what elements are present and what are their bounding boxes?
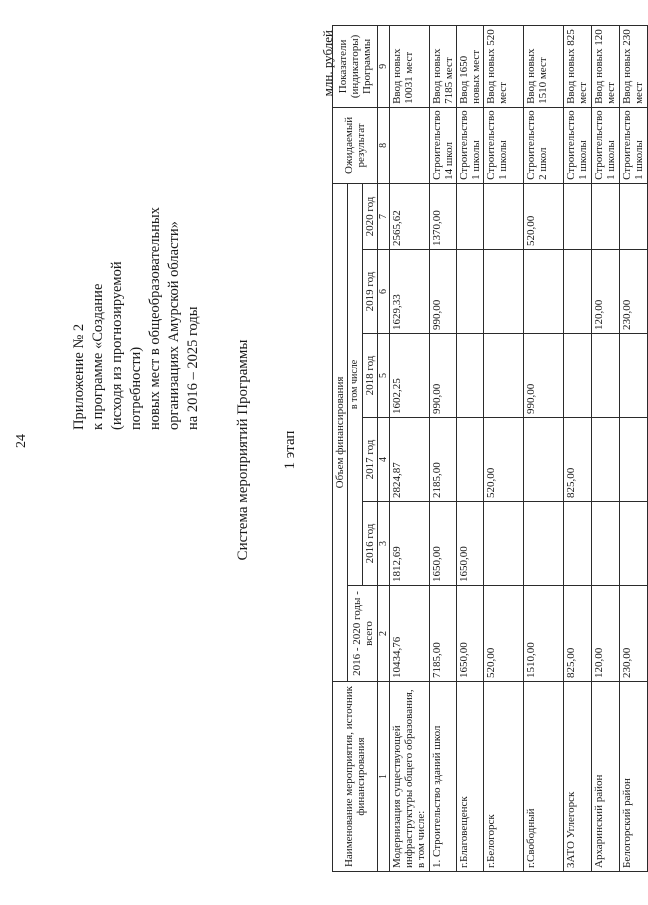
cell-2019 (484, 250, 524, 334)
column-index: 4 (378, 418, 390, 502)
table-row (430, 25, 457, 871)
cell-2016: 1650,00 (430, 502, 457, 586)
row-name: Модернизация существующей инфраструктуры общего образования, в том числе: (390, 682, 430, 872)
row-name: г.Благовещенск (457, 682, 484, 872)
header-year-2020: 2020 год (363, 183, 378, 249)
table-row (484, 25, 524, 871)
cell-total: 1510,00 (524, 586, 564, 682)
cell-2017: 2824,87 (390, 418, 430, 502)
cell-2020: 520,00 (524, 183, 564, 249)
cell-2020 (620, 183, 648, 249)
cell-total: 520,00 (484, 586, 524, 682)
stage-label: 1 этап (282, 430, 298, 470)
cell-result: Строительство 1 школы (620, 107, 648, 183)
cell-2019 (524, 250, 564, 334)
cell-result: Строительство 14 школ (430, 107, 457, 183)
cell-2018 (457, 334, 484, 418)
table-row (620, 25, 648, 871)
cell-total: 10434,76 (390, 586, 430, 682)
cell-2018 (592, 334, 620, 418)
cell-2016 (592, 502, 620, 586)
header-volume: Объем финансирования (333, 183, 348, 681)
cell-total: 230,00 (620, 586, 648, 682)
cell-total: 120,00 (592, 586, 620, 682)
cell-total: 7185,00 (430, 586, 457, 682)
cell-2018: 990,00 (430, 334, 457, 418)
header-year-2018: 2018 год (363, 334, 378, 418)
cell-result: Строительство 1 школы (484, 107, 524, 183)
table-row (592, 25, 620, 871)
program-measures-table (332, 25, 648, 872)
table-row (390, 25, 430, 871)
document-title: Система мероприятий Программы (235, 339, 251, 561)
column-index: 9 (378, 25, 390, 107)
row-name: 1. Строительство зданий школ (430, 682, 457, 872)
cell-2016 (620, 502, 648, 586)
row-name: г.Белогорск (484, 682, 524, 872)
header-expected-result: Ожидаемый результат (333, 107, 378, 183)
cell-2020 (592, 183, 620, 249)
cell-2017 (592, 418, 620, 502)
column-index: 7 (378, 183, 390, 249)
cell-2017: 520,00 (484, 418, 524, 502)
cell-2019: 120,00 (592, 250, 620, 334)
cell-2016 (524, 502, 564, 586)
cell-2020: 1370,00 (430, 183, 457, 249)
column-index: 3 (378, 502, 390, 586)
cell-2020 (457, 183, 484, 249)
page-number: 24 (14, 434, 29, 448)
row-name: ЗАТО Углегорск (564, 682, 592, 872)
cell-indicator: Ввод новых 120 мест (592, 25, 620, 107)
cell-2017 (457, 418, 484, 502)
cell-2020: 2565,62 (390, 183, 430, 249)
cell-indicator: Ввод новых 10031 мест (390, 25, 430, 107)
column-index: 1 (378, 682, 390, 872)
document-sheet (20, 20, 645, 880)
cell-2018 (484, 334, 524, 418)
cell-2019 (457, 250, 484, 334)
appendix-header (70, 100, 203, 430)
column-index-row (378, 25, 390, 871)
header-including: в том числе (348, 183, 363, 585)
cell-2016: 1650,00 (457, 502, 484, 586)
column-index: 8 (378, 107, 390, 183)
cell-result: Строительство 2 школ (524, 107, 564, 183)
cell-2017 (524, 418, 564, 502)
header-name: Наименование мероприятия, источник финансирования (333, 682, 378, 872)
table-row (457, 25, 484, 871)
column-index: 2 (378, 586, 390, 682)
cell-indicator: Ввод новых 7185 мест (430, 25, 457, 107)
cell-result: Строительство 1 школы (564, 107, 592, 183)
header-year-2019: 2019 год (363, 250, 378, 334)
appendix-line: к программе «Создание (90, 283, 106, 430)
cell-result: Строительство 1 школы (457, 107, 484, 183)
cell-result: Строительство 1 школы (592, 107, 620, 183)
cell-2016 (564, 502, 592, 586)
header-indicators: Показатели (индикаторы) Программы (333, 25, 378, 107)
cell-total: 825,00 (564, 586, 592, 682)
column-index: 5 (378, 334, 390, 418)
cell-2017: 2185,00 (430, 418, 457, 502)
cell-2019: 990,00 (430, 250, 457, 334)
appendix-line: на 2016 – 2025 годы (185, 306, 201, 430)
cell-2016 (484, 502, 524, 586)
cell-indicator: Ввод 1650 новых мест (457, 25, 484, 107)
cell-2019: 230,00 (620, 250, 648, 334)
units-label: млн. рублей (320, 30, 335, 97)
cell-2018: 1602,25 (390, 334, 430, 418)
cell-2018: 990,00 (524, 334, 564, 418)
cell-indicator: Ввод новых 520 мест (484, 25, 524, 107)
cell-2016: 1812,69 (390, 502, 430, 586)
table-row (564, 25, 592, 871)
cell-2019 (564, 250, 592, 334)
cell-indicator: Ввод новых 825 мест (564, 25, 592, 107)
appendix-line: Приложение № 2 (71, 323, 87, 430)
cell-2020 (564, 183, 592, 249)
column-index: 6 (378, 250, 390, 334)
cell-2018 (620, 334, 648, 418)
cell-2020 (484, 183, 524, 249)
cell-2017 (620, 418, 648, 502)
cell-2017: 825,00 (564, 418, 592, 502)
appendix-line: потребности) (128, 346, 144, 430)
appendix-line: (исходя из прогнозируемой (109, 261, 125, 430)
appendix-line: организациях Амурской области» (166, 221, 182, 430)
cell-total: 1650,00 (457, 586, 484, 682)
row-name: Архаринский район (592, 682, 620, 872)
table-row (524, 25, 564, 871)
cell-2018 (564, 334, 592, 418)
row-name: г.Свободный (524, 682, 564, 872)
header-year-2017: 2017 год (363, 418, 378, 502)
row-name: Белогорский район (620, 682, 648, 872)
cell-2019: 1629,33 (390, 250, 430, 334)
header-total: 2016 - 2020 годы - всего (348, 586, 378, 682)
cell-indicator: Ввод новых 230 мест (620, 25, 648, 107)
header-year-2016: 2016 год (363, 502, 378, 586)
cell-result (390, 107, 430, 183)
cell-indicator: Ввод новых 1510 мест (524, 25, 564, 107)
appendix-line: новых мест в общеобразовательных (147, 207, 163, 430)
